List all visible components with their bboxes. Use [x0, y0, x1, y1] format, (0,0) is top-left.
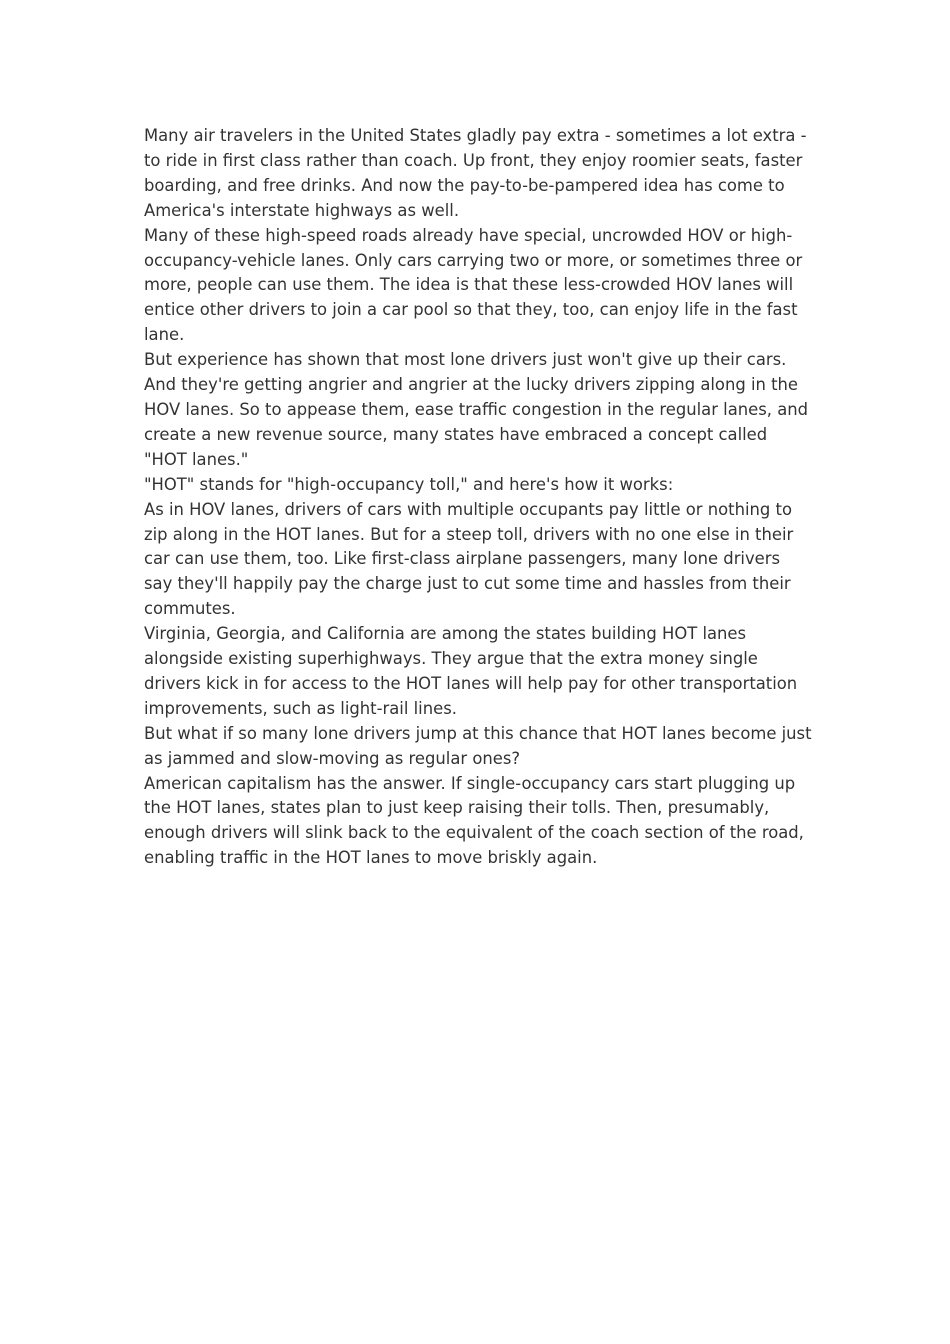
paragraph: American capitalism has the answer. If single-occupancy cars start plugging up the HOT lanes, states plan to just keep raising their tolls. Then, presumably, enough drivers will slink back to the equivalent of the coach section of the road, enabling traffic in the HOT lanes to move briskly again.	[144, 773, 804, 868]
paragraph: But what if so many lone drivers jump at this chance that HOT lanes become just as jammed and slow-moving as regular ones?	[144, 723, 812, 768]
paragraph: As in HOV lanes, drivers of cars with multiple occupants pay little or nothing to zip along in the HOT lanes. But for a steep toll, drivers with no one else in their car can use them, too. Like first-class airplane passengers, many lone drivers say they'll happily pay the charge just to cut some time and hassles from their commutes.	[144, 499, 794, 619]
document-body	[144, 124, 812, 871]
paragraph: Many air travelers in the United States gladly pay extra - sometimes a lot extra - to ride in first class rather than coach. Up front, they enjoy roomier seats, faster boarding, and free drinks. And now the pay-to-be-pampered idea has come to America's interstate highways as well.	[144, 126, 807, 220]
paragraph: But experience has shown that most lone drivers just won't give up their cars. And they're getting angrier and angrier at the lucky drivers zipping along in the HOV lanes. So to appease them, ease traffic congestion in the regular lanes, and create a new revenue source, many states have embraced a concept called "HOT lanes."	[144, 350, 809, 469]
paragraph: "HOT" stands for "high-occupancy toll," and here's how it works:	[144, 474, 674, 494]
paragraph: Virginia, Georgia, and California are among the states building HOT lanes alongside existing superhighways. They argue that the extra money single drivers kick in for access to the HOT lanes will help pay for other transportation improvements, such as light-rail lines.	[144, 624, 798, 718]
paragraph: Many of these high-speed roads already have special, uncrowded HOV or high-occupancy-vehicle lanes. Only cars carrying two or more, or sometimes three or more, people can use them. The idea is that these less-crowded HOV lanes will entice other drivers to join a car pool so that they, too, can enjoy life in the fast lane.	[144, 225, 803, 345]
